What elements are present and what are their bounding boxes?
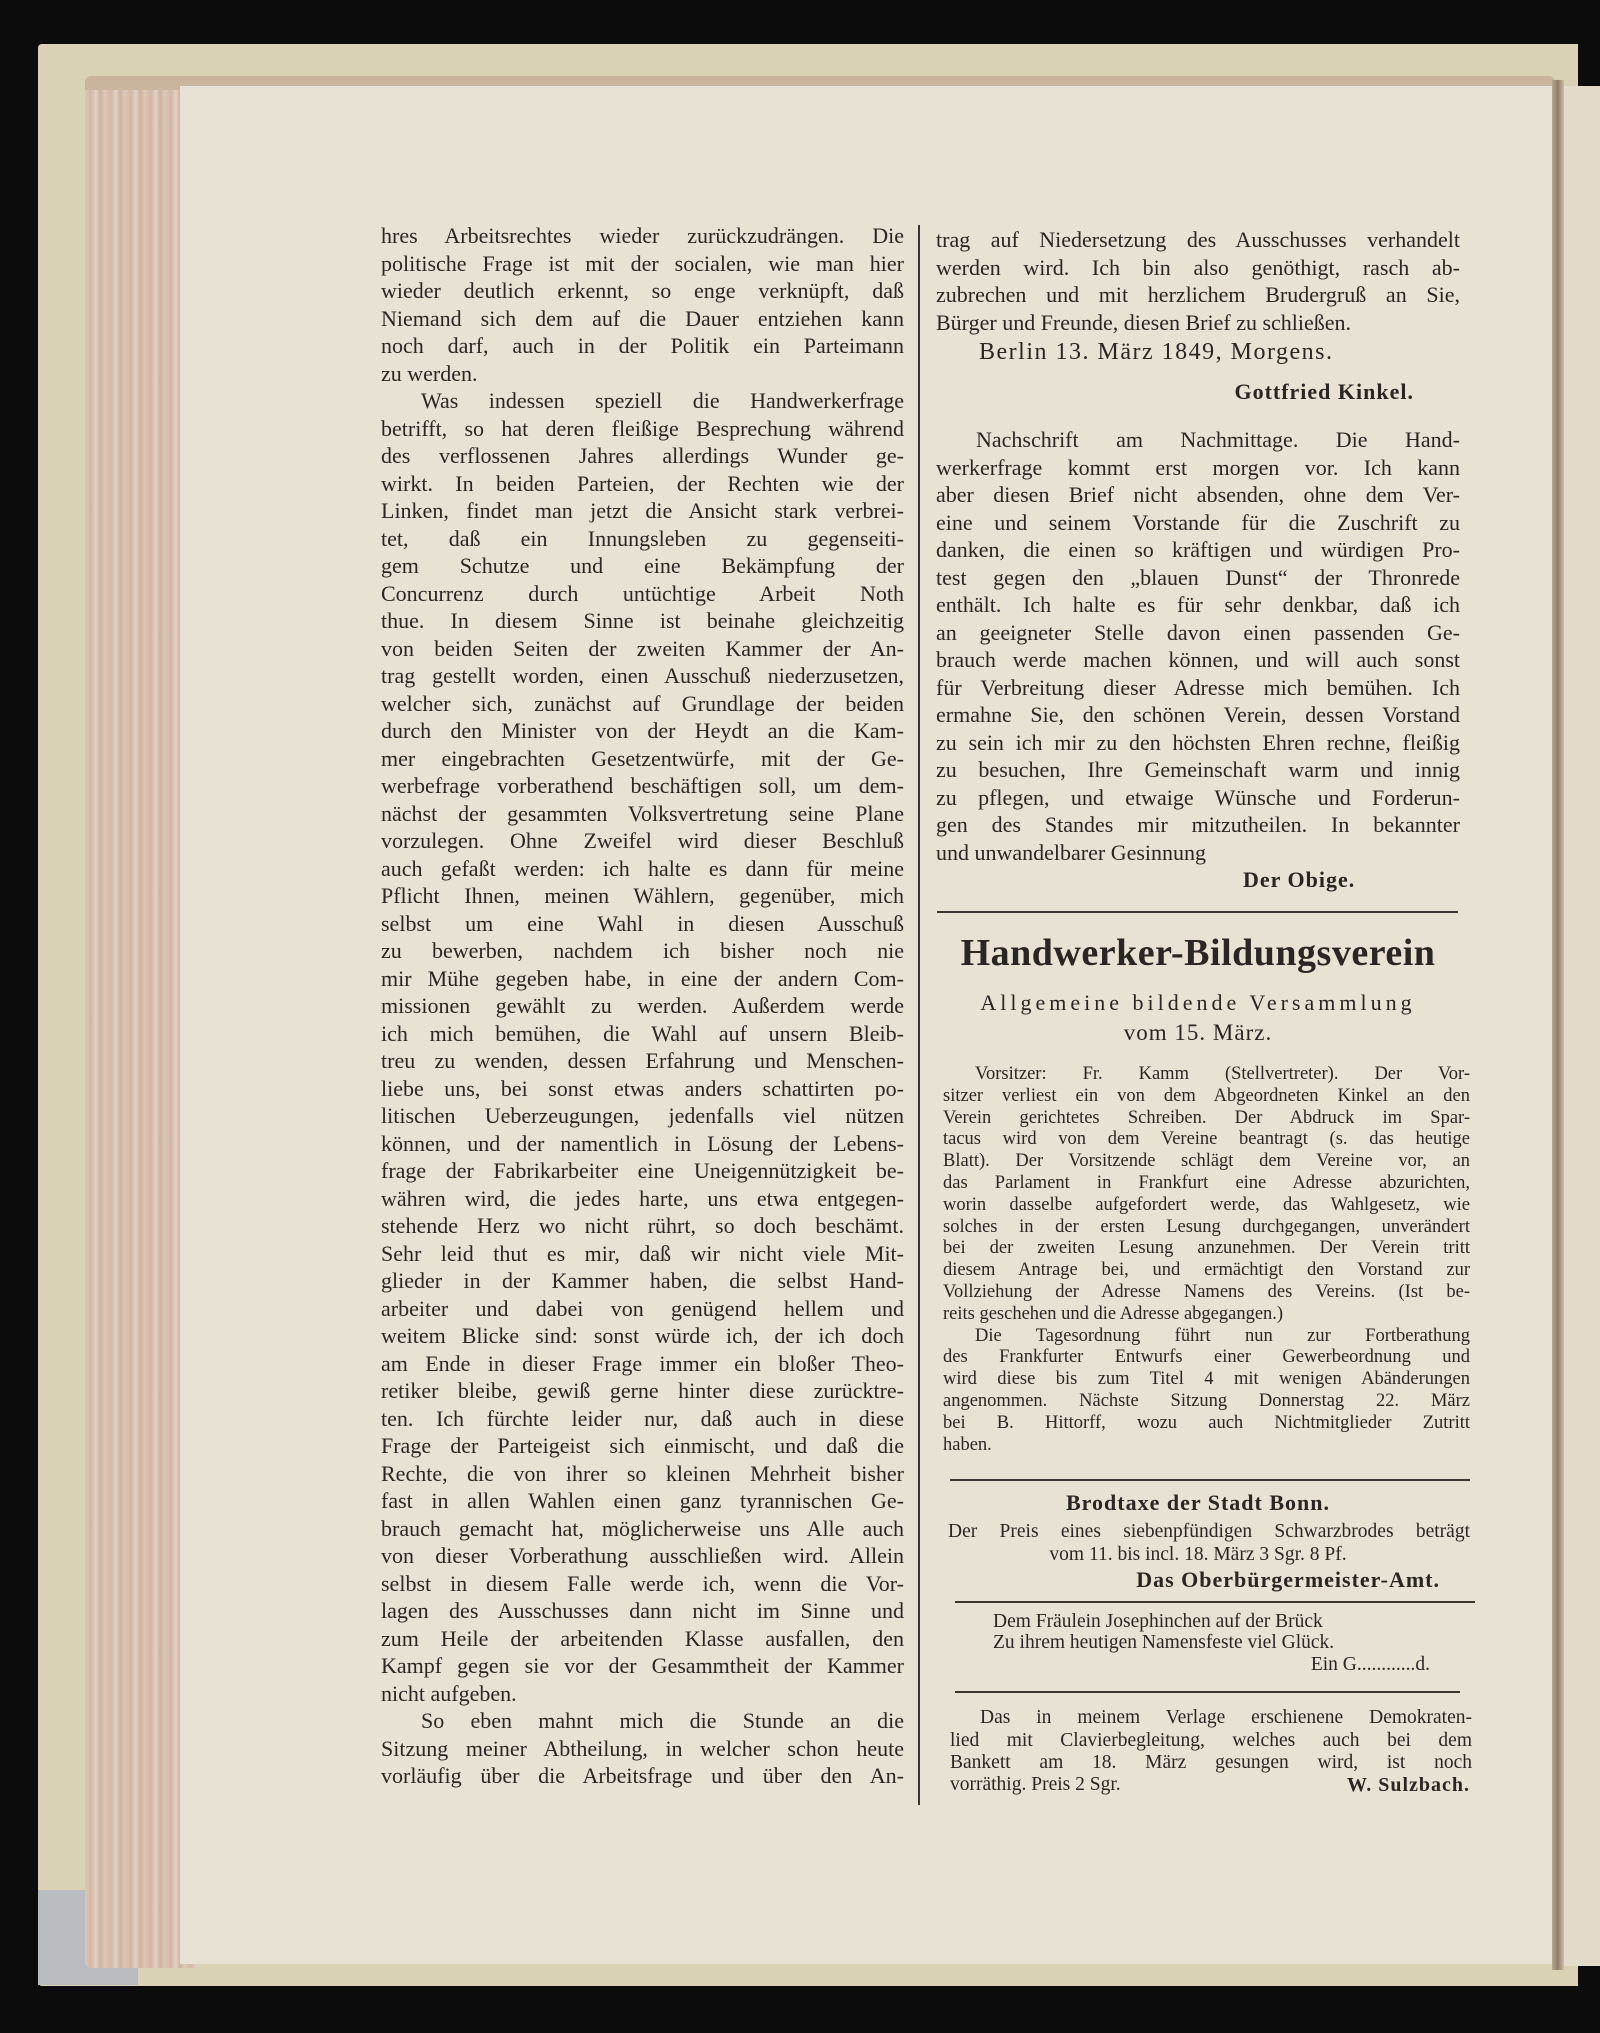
text-line: liebe uns, bei sonst etwas anders schattirten po- xyxy=(381,1075,904,1101)
text-line: können, und der namentlich in Lösung der Lebens- xyxy=(381,1130,904,1156)
advert-signature: W. Sulzbach. xyxy=(1347,1774,1470,1796)
text-line: mir Mühe gegeben habe, in eine der andern Com- xyxy=(381,965,904,991)
text-line: Niemand sich dem auf die Dauer entziehen kann xyxy=(381,305,904,331)
text-line: trag auf Niedersetzung des Ausschusses verhandelt xyxy=(936,227,1460,252)
facing-page-edge xyxy=(1564,86,1600,1966)
text-line: ten. Ich fürchte leider nur, daß auch in diese xyxy=(381,1405,904,1431)
text-line: zubrechen und mit herzlichem Brudergruß an Sie, xyxy=(936,282,1460,307)
text-line: für Verbreitung dieser Adresse mich bemühen. Ich xyxy=(936,674,1460,700)
text-line: welcher sich, zunächst auf Grundlage der beiden xyxy=(381,690,904,716)
text-line: zu pflegen, und etwaige Wünsche und Forderun- xyxy=(936,784,1460,810)
signature-kinkel: Gottfried Kinkel. xyxy=(1234,379,1414,404)
text-line: des verflossenen Jahres allerdings Wunder ge- xyxy=(381,443,904,468)
text-line: noch darf, auch in der Politik ein Parteimann xyxy=(381,333,904,358)
text-line: Concurrenz durch untüchtige Arbeit Noth xyxy=(381,580,904,606)
text-line: werbefrage vorberathend beschäftigen soll, um dem- xyxy=(381,773,904,798)
text-line: von beiden Seiten der zweiten Kammer der An- xyxy=(381,635,904,661)
text-line: fast in allen Wahlen einen ganz tyrannischen Ge- xyxy=(381,1488,904,1513)
text-line: litischen Ueberzeugungen, jedenfalls viel nützen xyxy=(381,1103,904,1128)
text-line: Sehr leid thut es mir, daß wir nicht viele Mit- xyxy=(381,1240,904,1266)
text-line: nicht aufgeben. xyxy=(381,1680,517,1706)
text-line: Das in meinem Verlage erschienene Demokraten- xyxy=(980,1707,1472,1728)
text-line: missionen gewählt zu werden. Außerdem werde xyxy=(381,993,904,1018)
text-line: werkerfrage kommt erst morgen vor. Ich kann xyxy=(936,454,1460,480)
text-line: Verein gerichtetes Schreiben. Der Abdruck im Spar- xyxy=(943,1107,1470,1128)
greeting-signature: Ein G............d. xyxy=(1310,1654,1430,1675)
text-line: Blatt). Der Vorsitzende schlägt dem Vereine vor, an xyxy=(943,1151,1470,1172)
text-line: zu sein ich mir zu den höchsten Ehren rechne, fleißig xyxy=(936,729,1460,755)
text-line: Pflicht Ihnen, meinen Wählern, gegenüber, mich xyxy=(381,883,904,908)
text-line: Vollziehung der Adresse Namens des Vereins. (Ist be- xyxy=(943,1281,1470,1302)
text-line: reits geschehen und die Adresse abgegangen.) xyxy=(943,1303,1284,1324)
text-line: wirkt. In beiden Parteien, der Rechten wie der xyxy=(381,470,904,496)
letter-ending xyxy=(936,226,1460,336)
text-line: des Frankfurter Entwurfs einer Gewerbeordnung und xyxy=(943,1347,1470,1368)
text-line: währen wird, die jedes harte, uns etwa entgegen- xyxy=(381,1185,904,1211)
text-line: Rechte, die von ihrer so kleinen Mehrheit bisher xyxy=(381,1460,904,1486)
section-title: Handwerker-Bildungsverein xyxy=(960,932,1436,974)
text-line: betrifft, so hat deren fleißige Besprechung während xyxy=(381,415,904,441)
bread-notice-title: Brodtaxe der Stadt Bonn. xyxy=(1065,1490,1330,1515)
text-line: zu bewerben, nachdem ich bisher noch nie xyxy=(381,938,904,963)
text-line: tet, daß ein Innungsleben zu gegenseiti- xyxy=(381,525,904,551)
text-line: gen des Standes mir mitzutheilen. In bekannter xyxy=(936,812,1460,837)
text-line: trag gestellt worden, einen Ausschuß niederzusetzen, xyxy=(381,663,904,688)
section-divider xyxy=(955,1691,1460,1693)
text-line: treu zu wenden, dessen Erfahrung und Menschen- xyxy=(381,1048,904,1073)
text-line: retiker bleibe, gewiß gerne hinter diese zurücktre- xyxy=(381,1378,904,1403)
text-line: und unwandelbarer Gesinnung xyxy=(936,839,1207,865)
page-edges xyxy=(85,78,195,1968)
text-line: vorläufig über die Arbeitsfrage und über den An- xyxy=(381,1763,904,1788)
text-line: werden wird. Ich bin also genöthigt, rasch ab- xyxy=(936,254,1460,280)
text-line: test gegen den „blauen Dunst“ der Thronrede xyxy=(936,564,1460,590)
text-line: vorzulegen. Ohne Zweifel wird dieser Beschluß xyxy=(381,828,904,853)
text-line: bei der zweiten Lesung anzunehmen. Der Verein tritt xyxy=(943,1238,1470,1259)
signature-der-obige: Der Obige. xyxy=(1243,867,1356,892)
text-line: von dieser Vorberathung ausschließen wird. Allein xyxy=(381,1543,904,1568)
section-date: vom 15. März. xyxy=(1123,1020,1273,1045)
text-line: nächst der gesammten Volksvertretung seine Plane xyxy=(381,800,904,826)
text-line: stehende Herz wo nicht rührt, so doch beschämt. xyxy=(381,1213,904,1238)
text-line: zu besuchen, Ihre Gemeinschaft warm und innig xyxy=(936,757,1460,782)
text-line: bei B. Hittorff, wozu auch Nichtmitglieder Zutritt xyxy=(943,1412,1470,1433)
text-line: arbeiter und dabei von genügend hellem und xyxy=(381,1295,904,1321)
bread-notice-text: Der Preis eines siebenpfündigen Schwarzbrodes beträgt xyxy=(948,1521,1470,1542)
section-subtitle: Allgemeine bildende Versammlung xyxy=(980,990,1416,1015)
text-line: Vorsitzer: Fr. Kamm (Stellvertreter). Der Vor- xyxy=(975,1064,1470,1084)
meeting-report xyxy=(943,1064,1470,1456)
left-column xyxy=(381,222,904,1790)
text-line: zu werden. xyxy=(381,360,478,386)
text-line: eine und seinem Vorstande für die Zuschrift zu xyxy=(936,509,1460,535)
text-line: tacus wird von dem Vereine beantragt (s. das heutige xyxy=(943,1129,1470,1150)
text-line: diesem Antrage bei, und ermächtigt den Vorstand zur xyxy=(943,1260,1470,1281)
text-line: an geeigneter Stelle davon einen passenden Ge- xyxy=(936,619,1460,645)
text-line: ermahne Sie, den schönen Verein, dessen Vorstand xyxy=(936,702,1460,727)
text-line: Nachschrift am Nachmittage. Die Hand- xyxy=(976,427,1460,452)
text-line: danken, die einen so kräftigen und würdigen Pro- xyxy=(936,537,1460,562)
text-line: wird diese bis zum Titel 4 mit wenigen Abänderungen xyxy=(943,1369,1470,1390)
text-line: Was indessen speziell die Handwerkerfrage xyxy=(421,388,904,413)
text-line: Frage der Parteigeist sich einmischt, und daß die xyxy=(381,1433,904,1458)
dateline: Berlin 13. März 1849, Morgens. xyxy=(979,339,1334,365)
text-line: am Ende in dieser Frage immer ein bloßer Theo- xyxy=(381,1350,904,1376)
text-line: frage der Fabrikarbeiter eine Uneigennützigkeit be- xyxy=(381,1158,904,1183)
text-line: haben. xyxy=(943,1434,992,1455)
text-line: gem Schutze und eine Bekämpfung der xyxy=(381,553,904,578)
text-line: wieder deutlich erkennt, so enge verknüpft, daß xyxy=(381,278,904,303)
text-line: brauch gemacht hat, möglicherweise uns Alle auch xyxy=(381,1515,904,1541)
advert-last-line: vorräthig. Preis 2 Sgr. xyxy=(950,1774,1121,1795)
book-gutter xyxy=(1552,80,1564,1970)
text-line: glieder in der Kammer haben, die selbst Hand- xyxy=(381,1268,904,1293)
text-line: thue. In diesem Sinne ist beinahe gleichzeitig xyxy=(381,608,904,633)
text-line: aber diesen Brief nicht absenden, ohne dem Ver- xyxy=(936,482,1460,507)
text-line: solches in der ersten Lesung durchgegangen, unverändert xyxy=(943,1216,1470,1237)
bread-notice-text: vom 11. bis incl. 18. März 3 Sgr. 8 Pf. xyxy=(1049,1544,1347,1565)
text-line: Sitzung meiner Abtheilung, in welcher schon heute xyxy=(381,1735,904,1761)
text-line: durch den Minister von der Heydt an die Kam- xyxy=(381,718,904,743)
text-line: sitzer verliest ein von dem Abgeordneten Kinkel an den xyxy=(943,1085,1470,1106)
text-line: lied mit Clavierbegleitung, welches auch bei dem xyxy=(950,1729,1472,1751)
text-line: brauch werde machen können, und will auch sonst xyxy=(936,647,1460,672)
bread-notice-signature: Das Oberbürgermeister-Amt. xyxy=(1136,1567,1440,1592)
advertisement xyxy=(950,1707,1472,1775)
text-line: selbst um eine Wahl in diesen Ausschuß xyxy=(381,910,904,936)
postscript xyxy=(936,426,1460,866)
text-line: weitem Blicke sind: sonst würde ich, der ich doch xyxy=(381,1323,904,1348)
text-line: das Parlament in Frankfurt eine Adresse abzurichten, xyxy=(943,1172,1470,1193)
text-line: auch gefaßt werden: ich halte es dann für meine xyxy=(381,855,904,881)
column-divider xyxy=(918,225,920,1805)
text-line: Kampf gegen sie vor der Gesammtheit der Kammer xyxy=(381,1653,904,1678)
text-line: Bankett am 18. März gesungen wird, ist noch xyxy=(950,1752,1472,1773)
text-line: enthält. Ich halte es für sehr denkbar, daß ich xyxy=(936,592,1460,617)
section-divider xyxy=(950,1479,1470,1481)
greeting-text: Dem Fräulein Josephinchen auf der Brück xyxy=(993,1611,1323,1632)
text-line: Die Tagesordnung führt nun zur Fortberathung xyxy=(975,1325,1470,1346)
text-line: ich mich bemühen, die Wahl auf unsern Bleib- xyxy=(381,1020,904,1046)
text-line: hres Arbeitsrechtes wieder zurückzudrängen. Die xyxy=(381,223,904,248)
text-line: Linken, findet man jetzt die Ansicht stark verbrei- xyxy=(381,498,904,523)
text-line: lagen des Ausschusses dann nicht im Sinne und xyxy=(381,1598,904,1623)
text-line: So eben mahnt mich die Stunde an die xyxy=(421,1708,904,1733)
section-divider xyxy=(955,1601,1475,1603)
text-line: zum Heile der arbeitenden Klasse ausfallen, den xyxy=(381,1625,904,1651)
greeting-text: Zu ihrem heutigen Namensfeste viel Glück. xyxy=(993,1632,1335,1653)
text-line: politische Frage ist mit der socialen, wie man hier xyxy=(381,250,904,276)
text-line: angenommen. Nächste Sitzung Donnerstag 22. März xyxy=(943,1390,1470,1411)
section-divider xyxy=(937,911,1458,913)
text-line: Bürger und Freunde, diesen Brief zu schließen. xyxy=(936,309,1352,335)
text-line: worin dasselbe aufgefordert werde, das Wahlgesetz, wie xyxy=(943,1194,1470,1215)
text-line: mer eingebrachten Gesetzentwürfe, mit der Ge- xyxy=(381,745,904,771)
text-line: selbst in diesem Falle werde ich, wenn die Vor- xyxy=(381,1570,904,1596)
